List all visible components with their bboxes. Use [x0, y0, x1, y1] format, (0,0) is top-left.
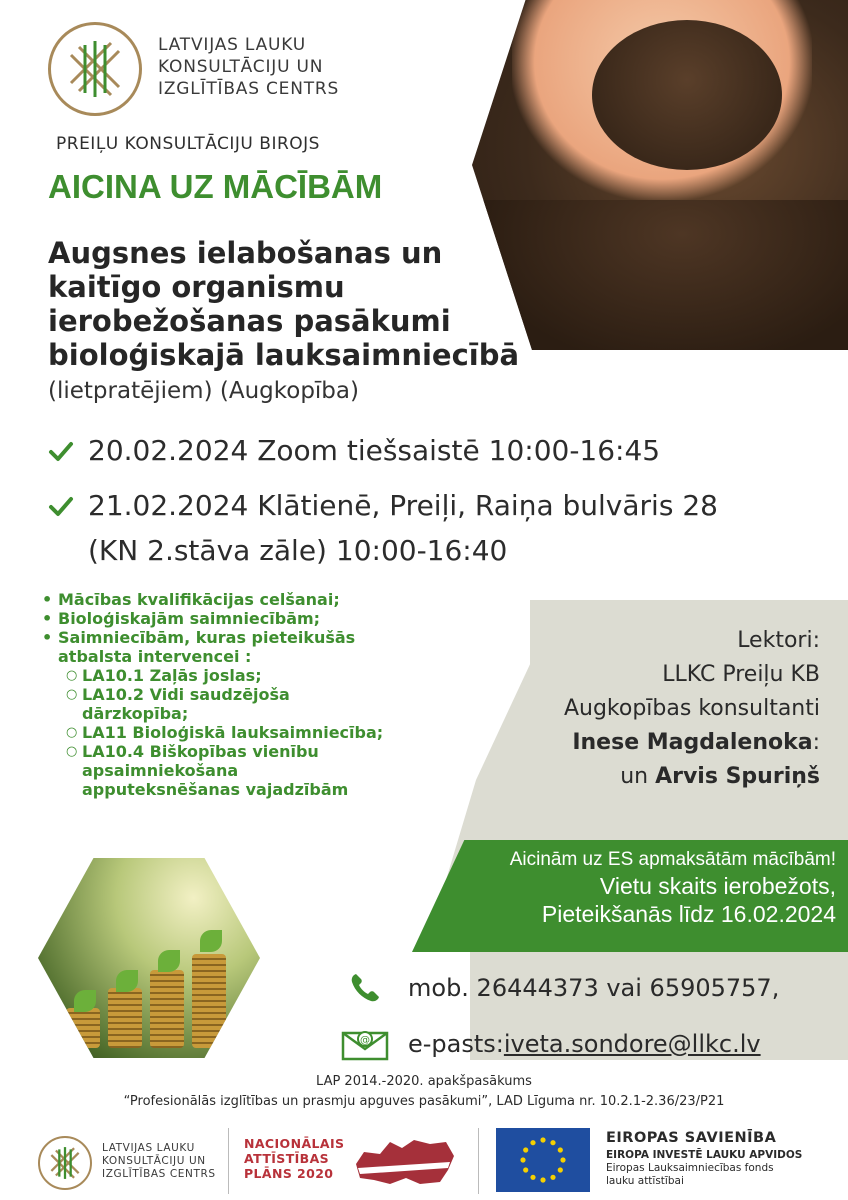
sub-list-item: ○ LA11 Bioloģiskā lauksaimniecība; — [40, 723, 480, 742]
banner-line: Aicinām uz ES apmaksātām mācībām! — [509, 849, 836, 870]
funding-info — [0, 1072, 848, 1112]
date-text: 21.02.2024 Klātienē, Preiļi, Raiņa bulvāris 28 — [88, 489, 718, 522]
sub-list-item: ○ LA10.2 Vidi saudzējoša — [40, 685, 480, 704]
lectors-label: Lektori: — [737, 628, 820, 653]
sub-list-item: ○ LA10.1 Zaļās joslas; — [40, 666, 480, 685]
llkc-logo-mark — [51, 25, 139, 113]
phone-row — [340, 966, 779, 1010]
course-subtitle: (lietpratējiem) (Augkopība) — [48, 378, 359, 404]
org-name-line: LATVIJAS LAUKU — [158, 35, 307, 55]
phone-numbers: mob. 26444373 vai 65905757, — [408, 974, 780, 1002]
lector-name-2: Arvis Spuriņš — [655, 764, 820, 789]
lector-name-2-row — [564, 760, 820, 794]
lector-connector: un — [620, 764, 656, 789]
list-item: • Saimniecībām, kuras pieteikušās — [40, 628, 480, 647]
nap-line: PLĀNS 2020 — [244, 1166, 334, 1181]
email-row — [340, 1022, 779, 1066]
eu-fund-name: Eiropas Lauksaimniecības fonds — [606, 1162, 774, 1174]
footer-llkc-logo-mark — [40, 1138, 90, 1188]
eu-funding-text — [606, 1128, 802, 1188]
phone-icon — [340, 970, 390, 1006]
list-item: • Mācības kvalifikācijas celšanai; — [40, 590, 480, 609]
email-envelope-icon — [340, 1026, 390, 1062]
date-text: 20.02.2024 Zoom tiešsaistē 10:00-16:45 — [88, 434, 661, 467]
sub-list-item: ○ LA10.4 Biškopības vienību — [40, 742, 480, 761]
footer-llkc-logo-text — [102, 1142, 216, 1181]
coins-sprouts-photo — [38, 858, 260, 1058]
list-item-continuation: atbalsta intervencei : — [58, 647, 252, 666]
org-name-line: IZGLĪTĪBAS CENTRS — [158, 79, 340, 99]
course-title-line: ierobežošanas pasākumi — [48, 304, 451, 338]
eu-title: EIROPAS SAVIENĪBA — [606, 1130, 777, 1146]
latvia-map-icon — [350, 1134, 458, 1190]
registration-banner-text — [510, 848, 836, 928]
footer-logo-line: LATVIJAS LAUKU — [102, 1142, 195, 1154]
banner-line: Vietu skaits ierobežots, — [599, 873, 836, 899]
nap-line: NACIONĀLAIS — [244, 1136, 345, 1151]
list-item: • Bioloģiskajām saimniecībām; — [40, 609, 480, 628]
course-title-line: kaitīgo organismu — [48, 270, 345, 304]
eu-flag-icon — [496, 1128, 590, 1192]
sub-list-item-continuation: apputeksnēšanas vajadzībām — [82, 780, 349, 799]
date-row-inperson — [48, 489, 718, 522]
date-row-online — [48, 434, 660, 467]
sub-list-item-continuation: dārzkopība; — [82, 704, 189, 723]
course-title — [48, 236, 519, 372]
course-title-line: Augsnes ielabošanas un — [48, 236, 443, 270]
lector-name-1: Inese Magdalenoka — [572, 730, 813, 755]
date-continuation: (KN 2.stāva zāle) 10:00-16:40 — [88, 534, 508, 567]
funding-line: LAP 2014.-2020. apakšpasākums — [316, 1074, 532, 1089]
soil-hands-photo — [472, 0, 848, 350]
eu-slogan: EIROPA INVESTĒ LAUKU APVIDOS — [606, 1149, 803, 1161]
footer-logo-line: IZGLĪTĪBAS CENTRS — [102, 1168, 216, 1180]
eu-fund-name: lauku attīstībai — [606, 1175, 684, 1187]
invite-heading: AICINA UZ MĀCĪBĀM — [48, 168, 383, 205]
contact-block — [340, 966, 779, 1066]
lector-name-1-suffix: : — [812, 730, 820, 755]
footer-logo-line: KONSULTĀCIJU UN — [102, 1155, 206, 1167]
sub-list-item-continuation: apsaimniekošana — [82, 761, 239, 780]
llkc-logo-circle — [48, 22, 142, 116]
check-icon — [48, 493, 74, 519]
office-name: PREIĻU KONSULTĀCIJU BIROJS — [56, 134, 320, 154]
svg-text:@: @ — [360, 1035, 370, 1046]
lectors-role: Augkopības konsultanti — [563, 696, 820, 721]
email-link[interactable]: iveta.sondore@llkc.lv — [503, 1030, 761, 1058]
check-icon — [48, 438, 74, 464]
llkc-logo-text — [158, 34, 339, 100]
footer-divider — [478, 1128, 479, 1194]
footer-llkc-logo-circle — [38, 1136, 92, 1190]
lectors-block — [564, 624, 820, 794]
footer-divider — [228, 1128, 229, 1194]
course-title-line: bioloģiskajā lauksaimniecībā — [48, 338, 520, 372]
nap-line: ATTĪSTĪBAS — [244, 1151, 330, 1166]
banner-deadline: Pieteikšanās līdz 16.02.2024 — [541, 901, 836, 927]
target-audience-list — [40, 590, 480, 799]
nap-2020-logo-text — [244, 1136, 344, 1181]
email-label: e-pasts: — [408, 1030, 504, 1058]
org-name-line: KONSULTĀCIJU UN — [158, 57, 324, 77]
lector-name-1-row — [564, 726, 820, 760]
funding-line: “Profesionālās izglītības un prasmju apguves pasākumi”, LAD Līguma nr. 10.2.1-2.36/23/P21 — [123, 1094, 725, 1109]
lectors-office: LLKC Preiļu KB — [662, 662, 820, 687]
